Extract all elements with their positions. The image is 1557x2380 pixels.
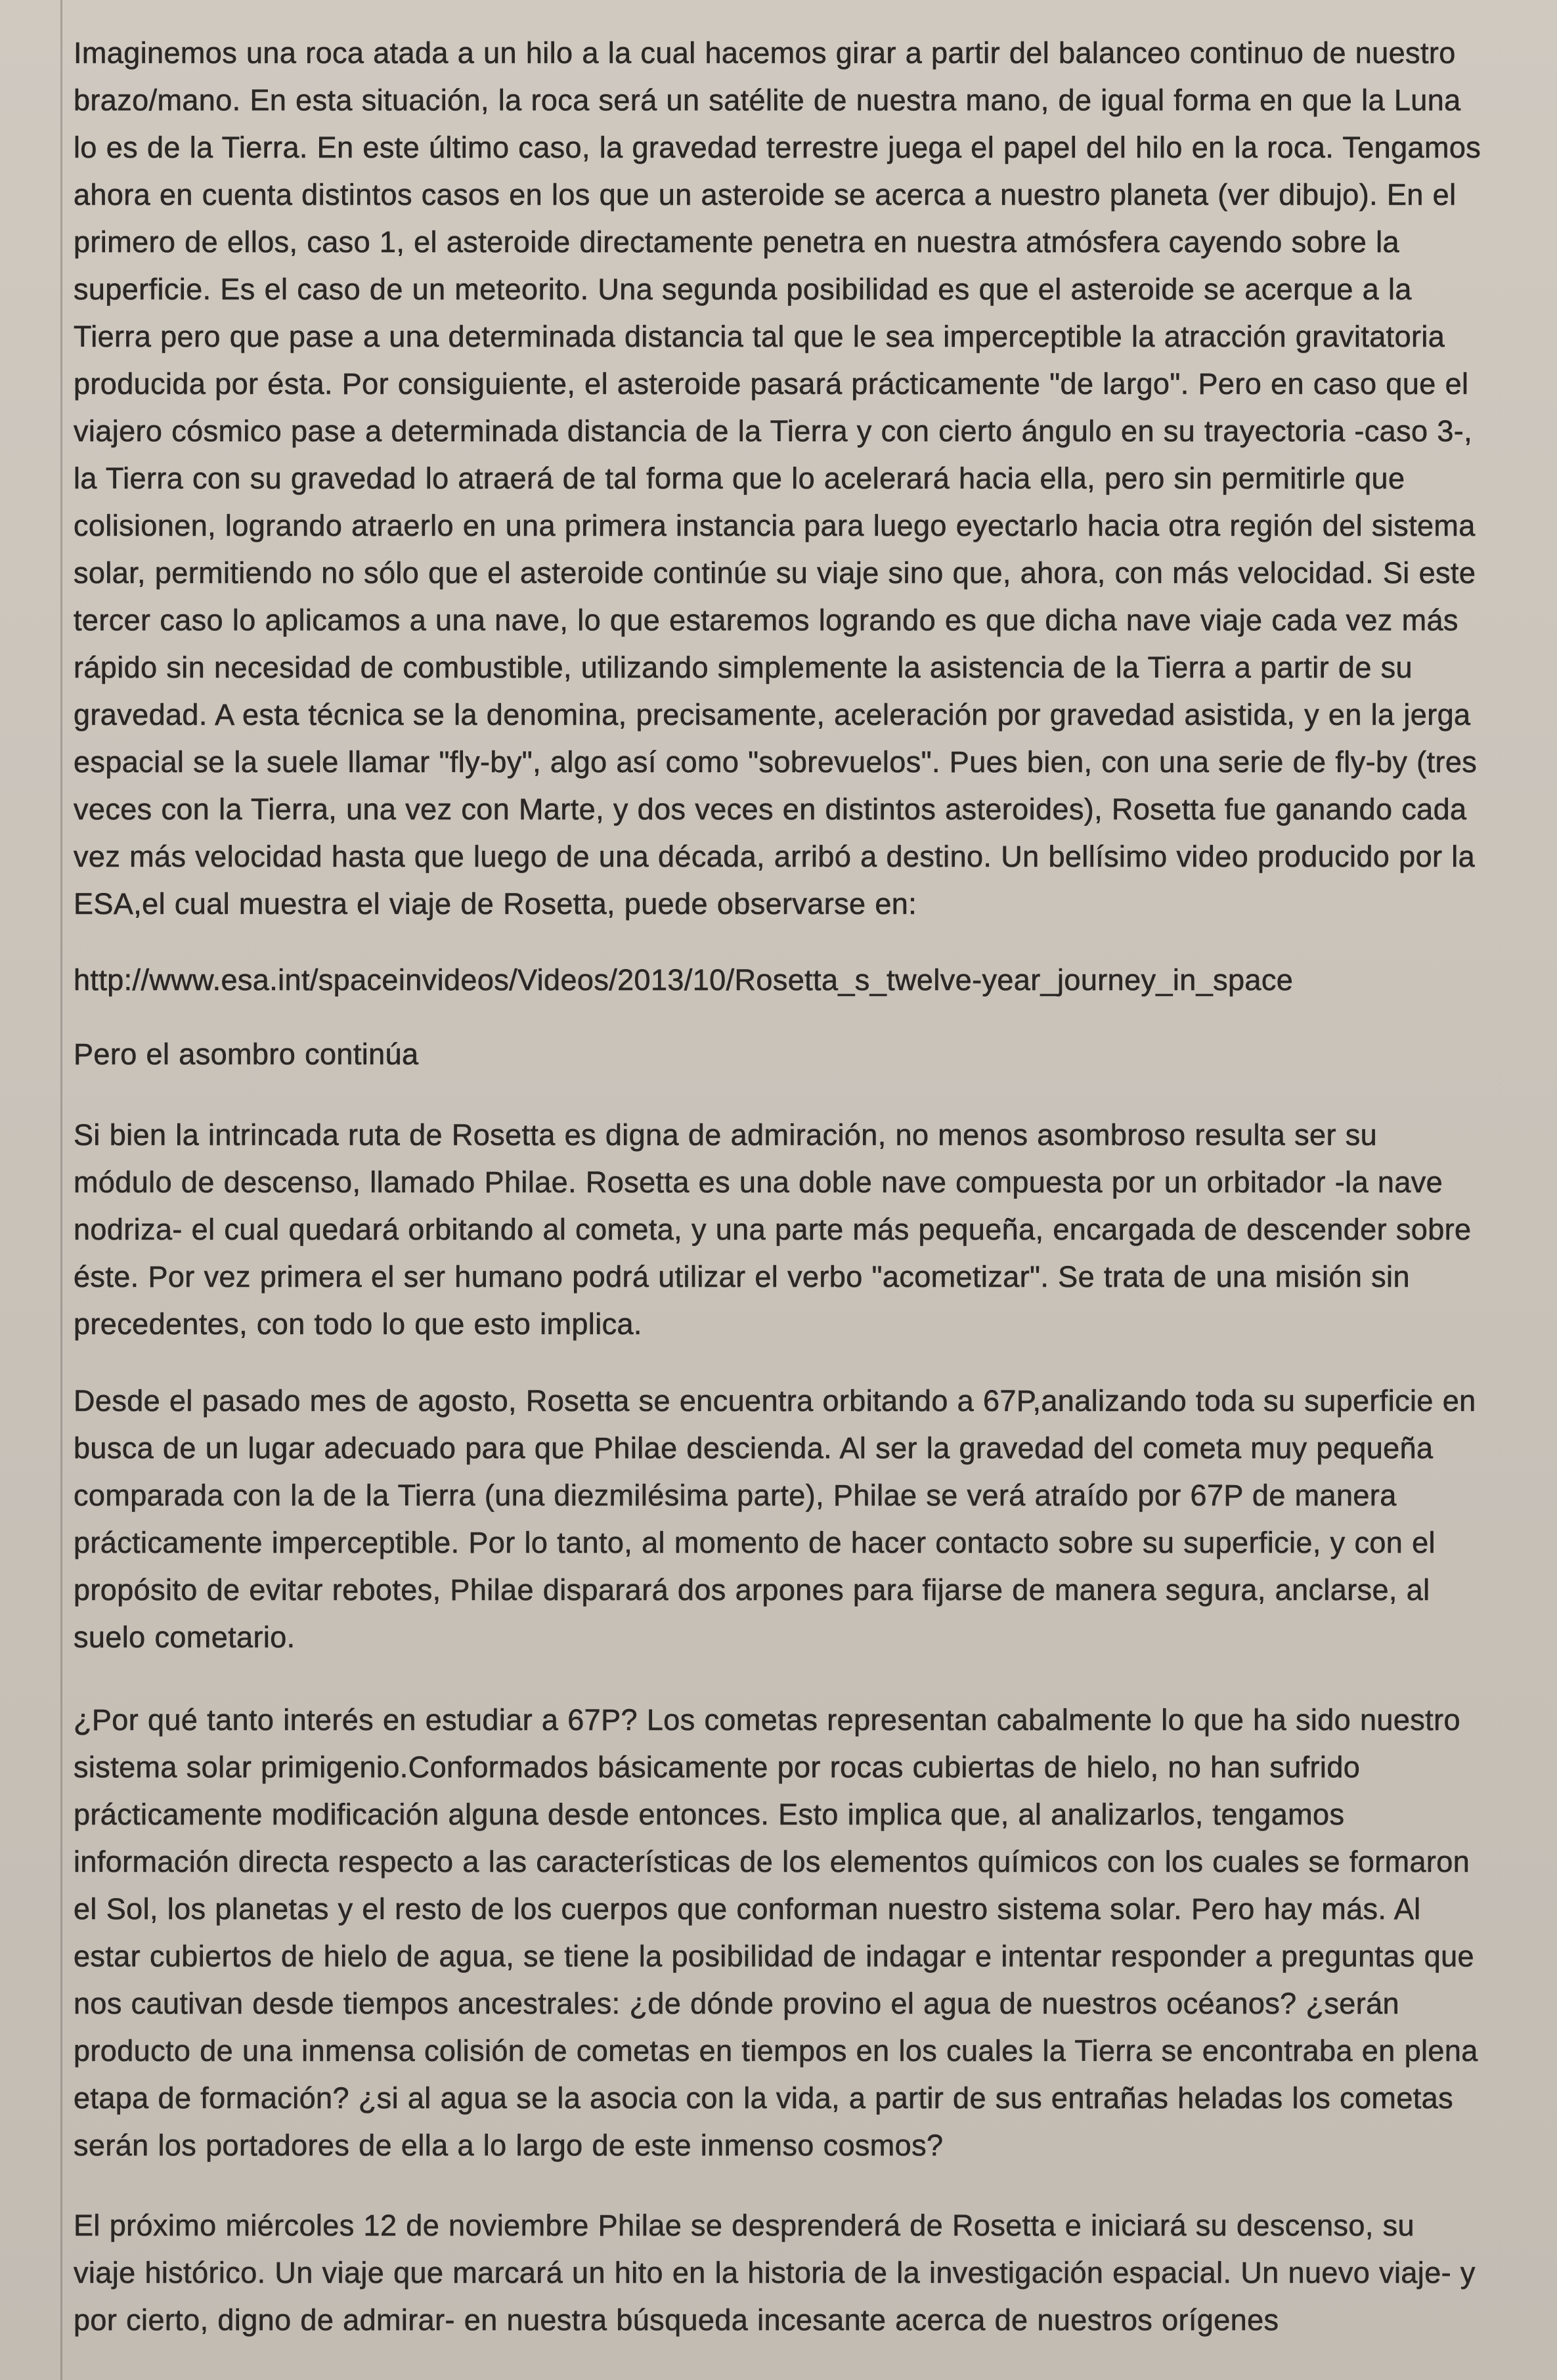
text-line: superficie. Es el caso de un meteorito. Una segunda posibilidad es que el asteroide se acerque a la: [74, 272, 1412, 306]
text-line: colisionen, logrando atraerlo en una primera instancia para luego eyectarlo hacia otra región del sistema: [74, 509, 1476, 542]
text-line: Imaginemos una roca atada a un hilo a la cual hacemos girar a partir del balanceo continuo de nuestro: [74, 36, 1456, 70]
text-line: primero de ellos, caso 1, el asteroide directamente penetra en nuestra atmósfera cayendo sobre la: [74, 225, 1399, 259]
text-line: producida por ésta. Por consiguiente, el asteroide pasará prácticamente "de largo". Pero en caso que el: [74, 367, 1469, 400]
text-line: precedentes, con todo lo que esto implica.: [74, 1307, 642, 1341]
text-line: ahora en cuenta distintos casos en los que un asteroide se acerca a nuestro planeta (ver dibujo). En el: [74, 178, 1457, 211]
text-line: propósito de evitar rebotes, Philae disparará dos arpones para fijarse de manera segura, anclarse, al: [74, 1573, 1430, 1607]
text-line: Desde el pasado mes de agosto, Rosetta se encuentra orbitando a 67P,analizando toda su superficie en: [74, 1384, 1476, 1417]
text-line: Tierra pero que pase a una determinada distancia tal que le sea imperceptible la atracción gravitatoria: [74, 320, 1445, 353]
text-line: tercer caso lo aplicamos a una nave, lo que estaremos logrando es que dicha nave viaje cada vez más: [74, 603, 1458, 637]
page-margin-line: [60, 0, 62, 2380]
subheading-text: Pero el asombro continúa: [74, 1037, 419, 1071]
text-line: estar cubiertos de hielo de agua, se tiene la posibilidad de indagar e intentar responder a preguntas que: [74, 1939, 1474, 1973]
text-line: ESA,el cual muestra el viaje de Rosetta, puede observarse en:: [74, 887, 917, 920]
subheading: [74, 1031, 1545, 1078]
text-line: suelo cometario.: [74, 1620, 296, 1654]
text-line: lo es de la Tierra. En este último caso, la gravedad terrestre juega el papel del hilo en la roca. Tengamos: [74, 131, 1481, 164]
text-line: El próximo miércoles 12 de noviembre Philae se desprenderá de Rosetta e iniciará su descenso, su: [74, 2209, 1414, 2242]
video-url: [74, 957, 1545, 1004]
text-line: módulo de descenso, llamado Philae. Rosetta es una doble nave compuesta por un orbitador -la nave: [74, 1165, 1443, 1199]
text-line: veces con la Tierra, una vez con Marte, y dos veces en distintos asteroides), Rosetta fue ganando cada: [74, 792, 1467, 826]
text-line: nos cautivan desde tiempos ancestrales: ¿de dónde provino el agua de nuestros océanos? ¿serán: [74, 1987, 1399, 2020]
text-line: la Tierra con su gravedad lo atraerá de tal forma que lo acelerará hacia ella, pero sin permitirle que: [74, 462, 1405, 495]
text-line: prácticamente imperceptible. Por lo tanto, al momento de hacer contacto sobre su superficie, y con el: [74, 1526, 1436, 1559]
text-line: prácticamente modificación alguna desde entonces. Esto implica que, al analizarlos, tengamos: [74, 1798, 1345, 1831]
url-text: http://www.esa.int/spaceinvideos/Videos/2013/10/Rosetta_s_twelve-year_journey_in_space: [74, 963, 1294, 997]
text-line: éste. Por vez primera el ser humano podrá utilizar el verbo "acometizar". Se trata de una misión sin: [74, 1260, 1410, 1293]
text-line: viajero cósmico pase a determinada distancia de la Tierra y con cierto ángulo en su trayectoria -caso 3-,: [74, 414, 1473, 448]
text-line: solar, permitiendo no sólo que el asteroide continúe su viaje sino que, ahora, con más velocidad. Si este: [74, 556, 1476, 590]
text-line: el Sol, los planetas y el resto de los cuerpos que conforman nuestro sistema solar. Pero hay más. Al: [74, 1892, 1421, 1926]
text-line: serán los portadores de ella a lo largo de este inmenso cosmos?: [74, 2129, 944, 2162]
paragraph-gravity-assist: [74, 30, 1545, 928]
paragraph-orbiting-67p: [74, 1377, 1545, 1661]
text-line: etapa de formación? ¿si al agua se la asocia con la vida, a partir de sus entrañas heladas los cometas: [74, 2081, 1453, 2115]
text-line: vez más velocidad hasta que luego de una década, arribó a destino. Un bellísimo video producido por la: [74, 840, 1476, 873]
text-line: brazo/mano. En esta situación, la roca será un satélite de nuestra mano, de igual forma en que la Luna: [74, 83, 1461, 117]
text-line: Si bien la intrincada ruta de Rosetta es digna de admiración, no menos asombroso resulta ser su: [74, 1118, 1378, 1152]
text-line: nodriza- el cual quedará orbitando al cometa, y una parte más pequeña, encargada de descender sobre: [74, 1213, 1472, 1246]
text-line: comparada con la de la Tierra (una diezmilésima parte), Philae se verá atraído por 67P de manera: [74, 1479, 1397, 1512]
text-line: producto de una inmensa colisión de cometas en tiempos en los cuales la Tierra se encontraba en plena: [74, 2034, 1478, 2067]
text-line: espacial se la suele llamar "fly-by", algo así como "sobrevuelos". Pues bien, con una serie de fly-by (tres: [74, 745, 1478, 779]
paragraph-why-study-67p: [74, 1697, 1545, 2169]
text-line: rápido sin necesidad de combustible, utilizando simplemente la asistencia de la Tierra a partir de su: [74, 651, 1413, 684]
paragraph-landing-date: [74, 2202, 1545, 2344]
text-line: busca de un lugar adecuado para que Philae descienda. Al ser la gravedad del cometa muy pequeña: [74, 1431, 1434, 1465]
text-line: gravedad. A esta técnica se la denomina, precisamente, aceleración por gravedad asistida, y en la jerga: [74, 698, 1471, 731]
text-line: ¿Por qué tanto interés en estudiar a 67P? Los cometas representan cabalmente lo que ha sido nuestro: [74, 1703, 1460, 1737]
text-line: por cierto, digno de admirar- en nuestra búsqueda incesante acerca de nuestros orígenes: [74, 2303, 1279, 2337]
text-line: sistema solar primigenio.Conformados básicamente por rocas cubiertas de hielo, no han sufrido: [74, 1750, 1361, 1784]
text-line: viaje histórico. Un viaje que marcará un hito en la historia de la investigación espacial. Un nuevo viaje- y: [74, 2256, 1476, 2289]
text-line: información directa respecto a las características de los elementos químicos con los cuales se formaron: [74, 1845, 1470, 1878]
paragraph-philae-module: [74, 1112, 1545, 1348]
